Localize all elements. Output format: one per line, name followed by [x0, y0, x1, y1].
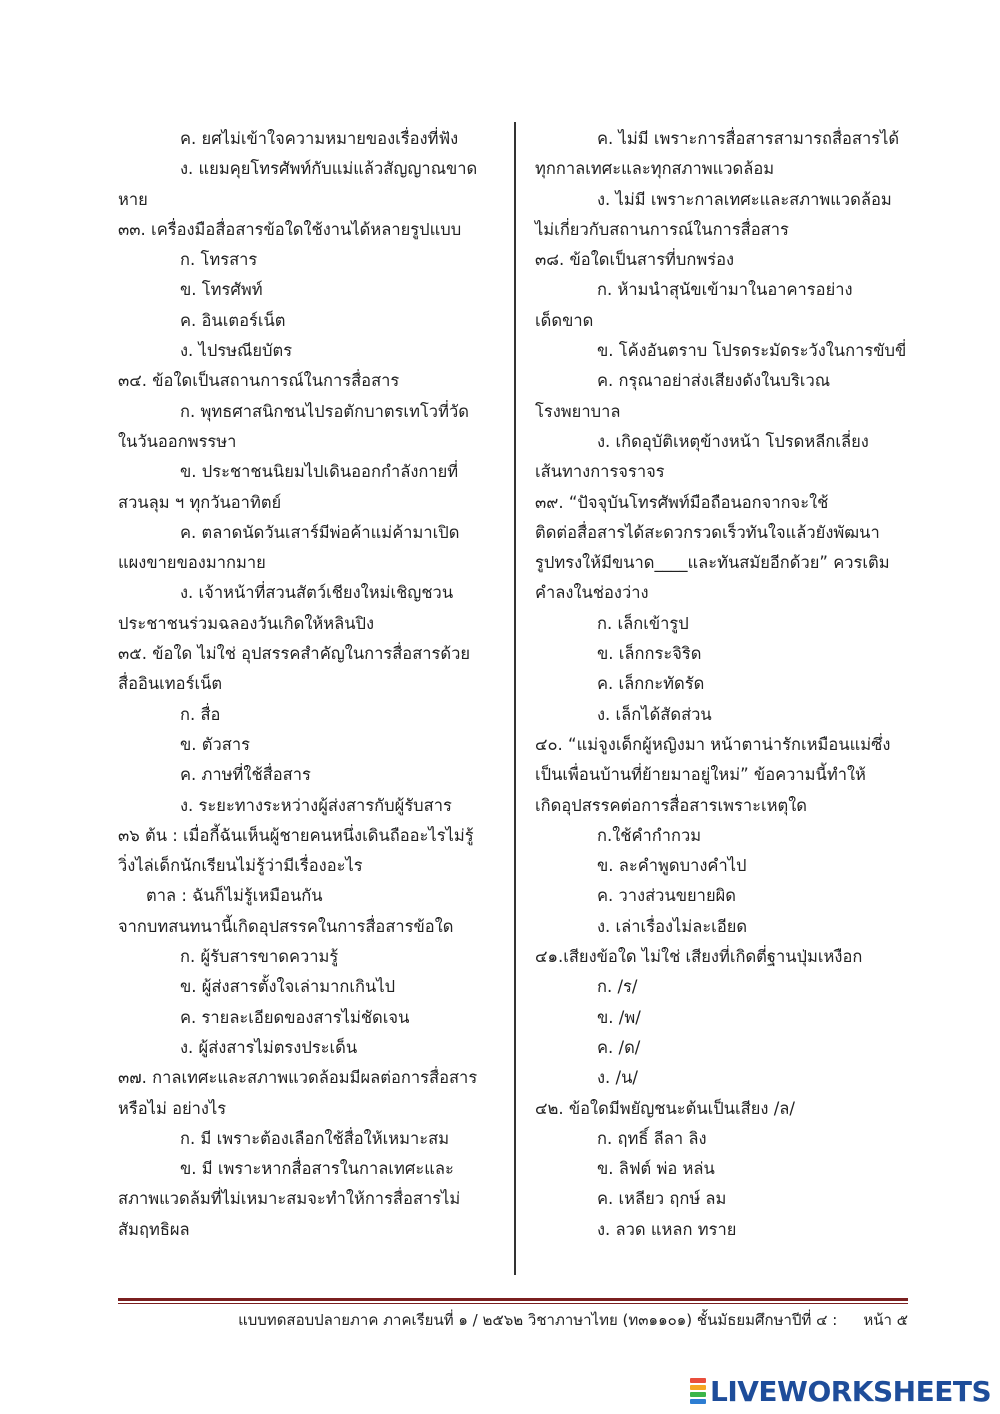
text-line: ๓๕. ข้อใด ไม่ใช่ อุปสรรคสำคัญในการสื่อสารด้วย — [118, 644, 471, 664]
text-line: ก. สื่อ — [180, 704, 221, 724]
logo-mark-segment — [690, 1378, 706, 1383]
text-line: ก. /ร/ — [597, 977, 638, 997]
text-line: ๔๒. ข้อใดมีพยัญชนะต้นเป็นเสียง /ล/ — [535, 1098, 795, 1118]
text-line: ง. /น/ — [597, 1068, 638, 1088]
page-number: หน้า ๕ — [863, 1311, 908, 1329]
text-line: ง. ไปรษณียบัตร — [180, 341, 293, 361]
column-divider — [514, 122, 516, 1275]
text-line: ๔๐. “แม่จูงเด็กผู้หญิงมา หน้าตาน่ารักเหมือนแม่ซึ่ง — [535, 734, 891, 754]
text-line: ง. ระยะทางระหว่างผู้ส่งสารกับผู้รับสาร — [180, 795, 452, 815]
text-line: ค. กรุณาอย่าส่งเสียงดังในบริเวณ — [597, 371, 831, 391]
text-line: ค. รายละเอียดของสารไม่ชัดเจน — [180, 1007, 410, 1027]
text-line: ข. ลิฟต์ พ่อ หล่น — [597, 1159, 715, 1179]
text-line: ค. วางส่วนขยายผิด — [597, 886, 736, 906]
text-line: สัมฤทธิผล — [118, 1219, 190, 1239]
text-line: ประชาชนร่วมฉลองวันเกิดให้หลินปิง — [118, 613, 375, 633]
footer-text: แบบทดสอบปลายภาค ภาคเรียนที่ ๑ / ๒๕๖๒ วิชาภาษาไทย (ท๓๑๑๐๑) ชั้นมัธยมศึกษาปีที่ ๔ : — [238, 1311, 838, 1329]
footer-rule — [118, 1298, 908, 1301]
text-line: ข. ตัวสาร — [180, 734, 250, 754]
text-line: ข. ละคำพูดบางคำไป — [597, 856, 747, 876]
text-line: ข. ประชาชนนิยมไปเดินออกกำลังกายที่ — [180, 462, 459, 482]
text-line: ก. ห้ามนำสุนัขเข้ามาในอาคารอย่าง — [597, 280, 853, 300]
text-line: เส้นทางการจราจร — [535, 462, 665, 482]
text-line: ง. แยมคุยโทรศัพท์กับแม่แล้วสัญญาณขาด — [180, 159, 478, 179]
logo-mark-segment — [690, 1385, 706, 1390]
page-footer — [118, 1309, 908, 1331]
liveworksheets-logo[interactable] — [690, 1374, 991, 1408]
text-line: ก. มี เพราะต้องเลือกใช้สื่อให้เหมาะสม — [180, 1128, 450, 1148]
right-column — [535, 124, 915, 1245]
text-line: ง. เจ้าหน้าที่สวนสัตว์เชียงใหม่เชิญชวน — [180, 583, 454, 603]
text-line: ง. ไม่มี เพราะกาลเทศะและสภาพแวดล้อม — [597, 189, 892, 209]
text-line: ค. ไม่มี เพราะการสื่อสารสามารถสื่อสารได้ — [597, 129, 900, 148]
footer-rule-thin — [118, 1303, 908, 1304]
text-line: ง. เล่าเรื่องไม่ละเอียด — [597, 916, 748, 936]
text-line: ง. ลวด แหลก ทราย — [597, 1219, 737, 1239]
text-line: สื่ออินเทอร์เน็ต — [118, 674, 223, 694]
text-line: ค. อินเตอร์เน็ต — [180, 310, 286, 330]
text-line: ไม่เกี่ยวกับสถานการณ์ในการสื่อสาร — [535, 219, 789, 239]
left-column — [118, 124, 503, 1245]
text-line: ค. เหลียว ฤกษ์ ลม — [597, 1189, 727, 1209]
text-line: ก. เล็กเข้ารูป — [597, 613, 689, 633]
text-line: ๓๓. เครื่องมือสื่อสารข้อใดใช้งานได้หลายรูปแบบ — [118, 219, 462, 239]
text-line: ง. เกิดอุบัติเหตุข้างหน้า โปรดหลีกเลี่ยง — [597, 431, 869, 451]
text-line: ตาล : ฉันก็ไม่รู้เหมือนกัน — [146, 886, 323, 906]
text-line: รูปทรงให้มีขนาด____และทันสมัยอีกด้วย” ควรเติม — [535, 553, 890, 573]
text-line: ๔๑.เสียงข้อใด ไม่ใช่ เสียงที่เกิดตี่ฐานปุ่มเหงือก — [535, 947, 863, 967]
logo-text: LIVEWORKSHEETS — [710, 1374, 992, 1408]
text-line: เป็นเพื่อนบ้านที่ย้ายมาอยู่ใหม่” ข้อความนี้ทำให้ — [535, 765, 866, 785]
text-line: ก. ฤทธิ์ ลีลา ลิง — [597, 1128, 707, 1148]
text-line: ข. ผู้ส่งสารตั้งใจเล่ามากเกินไป — [180, 977, 396, 997]
text-line: ข. เล็กกระจิริด — [597, 644, 702, 664]
text-line: ๓๖ ต้น : เมื่อกี้ฉันเห็นผู้ชายคนหนึ่งเดินถืออะไรไม่รู้ — [118, 825, 474, 845]
text-line: แผงขายของมากมาย — [118, 553, 266, 573]
text-line: ข. มี เพราะหากสื่อสารในกาลเทศะและ — [180, 1159, 454, 1179]
logo-mark-segment — [690, 1399, 706, 1404]
text-line: คำลงในช่องว่าง — [535, 583, 649, 603]
text-line: ค. ภาษที่ใช้สื่อสาร — [180, 765, 311, 785]
text-line: ก. โทรสาร — [180, 250, 258, 270]
text-line: ติดต่อสื่อสารได้สะดวกรวดเร็วทันใจแล้วยังพัฒนา — [535, 522, 880, 542]
text-line: หรือไม่ อย่างไร — [118, 1098, 227, 1118]
text-line: หาย — [118, 189, 148, 209]
text-line: ข. โค้งอันตราบ โปรดระมัดระวังในการขับขี่ — [597, 341, 907, 361]
text-line: ค. ยศไม่เข้าใจความหมายของเรื่องที่ฟัง — [180, 129, 459, 148]
text-line: ค. เล็กกะทัดรัด — [597, 674, 705, 694]
text-line: ข. โทรศัพท์ — [180, 280, 263, 300]
text-line: จากบทสนทนานี้เกิดอุปสรรคในการสื่อสารข้อใด — [118, 916, 454, 936]
text-line: ข. /พ/ — [597, 1007, 641, 1027]
text-line: ค. ตลาดนัดวันเสาร์มีพ่อค้าแม่ค้ามาเปิด — [180, 522, 460, 542]
text-line: ทุกกาลเทศะและทุกสภาพแวดล้อม — [535, 159, 775, 179]
text-line: เด็ดขาด — [535, 310, 594, 330]
text-line: ๓๗. กาลเทศะและสภาพแวดล้อมมีผลต่อการสื่อสาร — [118, 1068, 478, 1088]
text-line: ค. /ด/ — [597, 1037, 641, 1057]
text-line: ก.ใช้คำกำกวม — [597, 825, 702, 845]
text-line: ๓๙. “ปัจจุบันโทรศัพท์มือถือนอกจากจะใช้ — [535, 492, 829, 512]
text-line: เกิดอุปสรรคต่อการสื่อสารเพราะเหตุใด — [535, 795, 807, 815]
text-line: สภาพแวดล้มที่ไม่เหมาะสมจะทำให้การสื่อสารไม่ — [118, 1189, 461, 1209]
text-line: วิ่งไล่เด็กนักเรียนไม่รู้ว่ามีเรื่องอะไร — [118, 856, 363, 876]
text-line: ก. ผู้รับสารขาดความรู้ — [180, 947, 339, 967]
logo-mark-icon — [690, 1378, 706, 1404]
text-line: ในวันออกพรรษา — [118, 431, 237, 451]
text-line: โรงพยาบาล — [535, 401, 621, 421]
text-line: ง. ผู้ส่งสารไม่ตรงประเด็น — [180, 1037, 358, 1057]
text-line: ง. เล็กได้สัดส่วน — [597, 704, 712, 724]
logo-mark-segment — [690, 1392, 706, 1397]
text-line: ๓๔. ข้อใดเป็นสถานการณ์ในการสื่อสาร — [118, 371, 400, 391]
text-line: สวนลุม ฯ ทุกวันอาทิตย์ — [118, 492, 282, 512]
text-line: ๓๘. ข้อใดเป็นสารที่บกพร่อง — [535, 250, 735, 270]
text-line: ก. พุทธศาสนิกชนไปรอตักบาตรเทโวที่วัด — [180, 401, 469, 421]
